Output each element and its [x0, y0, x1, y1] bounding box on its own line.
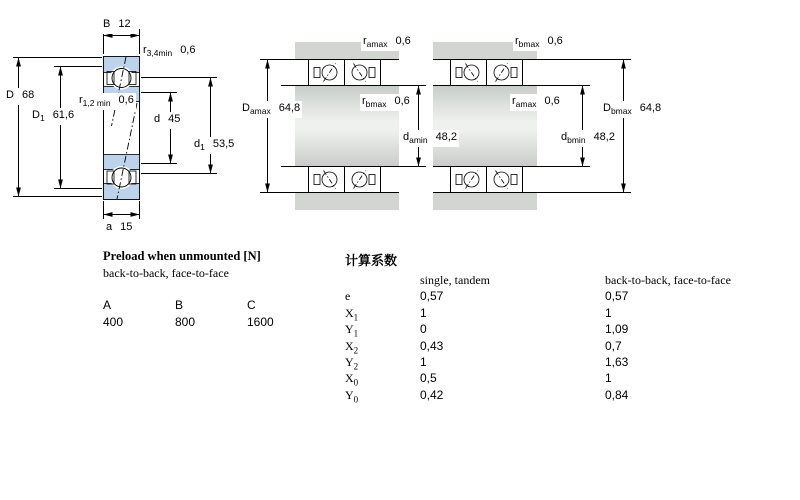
- factor-value-single: 0,43: [420, 338, 444, 353]
- factor-value-single: 0,42: [420, 387, 444, 402]
- factor-row-label: $Y_2$: [345, 354, 359, 372]
- factor-row-label: $Y_1$: [345, 322, 359, 339]
- dim-label-rbmax-b: $r_{bmax}$ 0,6: [515, 35, 563, 49]
- dim-label-d: d 45: [152, 112, 182, 129]
- dim-label-ramax-a: $r_{amax}$ 0,6: [363, 35, 411, 49]
- dim-label-dbmin: $d_{bmin}$ 48,2: [561, 131, 615, 145]
- factor-value-paired: 1: [605, 371, 612, 386]
- dim-label-r12: $r_{1,2 min}$ 0,6: [79, 94, 134, 108]
- factor-row-label: $X_2$: [345, 338, 359, 356]
- bearing-cross-section: [104, 57, 140, 200]
- factor-value-single: 0,57: [420, 289, 444, 304]
- preload-subtitle: back-to-back, face-to-face: [103, 266, 229, 280]
- factor-row-label: $X_1$: [345, 305, 359, 323]
- factors-title: 计算系数: [345, 253, 398, 268]
- dim-label-b: B 12: [101, 17, 133, 34]
- dim-label-d1: $d_1$ 53,5: [194, 138, 235, 152]
- factor-row-label: $X_0$: [345, 371, 359, 388]
- preload-value: 1600: [247, 315, 274, 329]
- preload-col-header: C: [247, 298, 256, 312]
- factors-col1-header: single, tandem: [420, 273, 490, 287]
- dim-label-D1: $D_1$ 61,6: [32, 109, 75, 123]
- preload-title: Preload when unmounted [N]: [103, 249, 261, 263]
- factor-value-paired: 0,7: [605, 338, 622, 353]
- factors-header-spacer: [345, 273, 420, 289]
- arrangement-a-diagram: [295, 42, 399, 210]
- factor-value-single: 0,5: [420, 371, 437, 386]
- factor-value-paired: 1: [605, 305, 612, 320]
- preload-col-header: B: [175, 298, 184, 312]
- factor-value-single: 1: [420, 354, 427, 369]
- dim-label-ramax-b: $r_{amax}$ 0,6: [512, 95, 560, 109]
- calculation-factors-table: [345, 250, 790, 404]
- dim-label-r34: $r_{3,4min}$ 0,6: [143, 44, 196, 58]
- dim-label-Damax: $D_{amax}$ 64,8: [242, 102, 301, 116]
- factors-col2-header: back-to-back, face-to-face: [605, 273, 731, 287]
- factor-value-single: 1: [420, 305, 427, 320]
- dim-label-D: D 68: [4, 88, 36, 105]
- arrangement-b-diagram: [433, 42, 537, 210]
- dim-label-Dbmax: $D_{bmax}$ 64,8: [603, 102, 662, 116]
- factor-value-paired: 1,09: [605, 322, 629, 337]
- dim-label-damin: $d_{amin}$ 48,2: [403, 131, 457, 145]
- factors-grid: [345, 273, 790, 404]
- preload-grid: [103, 298, 333, 329]
- factor-value-paired: 0,57: [605, 289, 629, 304]
- factor-row-label: $Y_0$: [345, 387, 359, 405]
- preload-col-header: A: [103, 298, 112, 312]
- preload-table: [103, 249, 333, 329]
- factor-row-label: e: [345, 289, 351, 304]
- preload-value: 400: [103, 315, 124, 329]
- factor-value-paired: 1,63: [605, 354, 629, 369]
- factor-value-single: 0: [420, 322, 427, 337]
- dim-label-rbmax-a: $r_{bmax}$ 0,6: [362, 95, 410, 109]
- factor-value-paired: 0,84: [605, 387, 629, 402]
- preload-value: 800: [175, 315, 196, 329]
- dim-label-a: a 15: [104, 220, 134, 237]
